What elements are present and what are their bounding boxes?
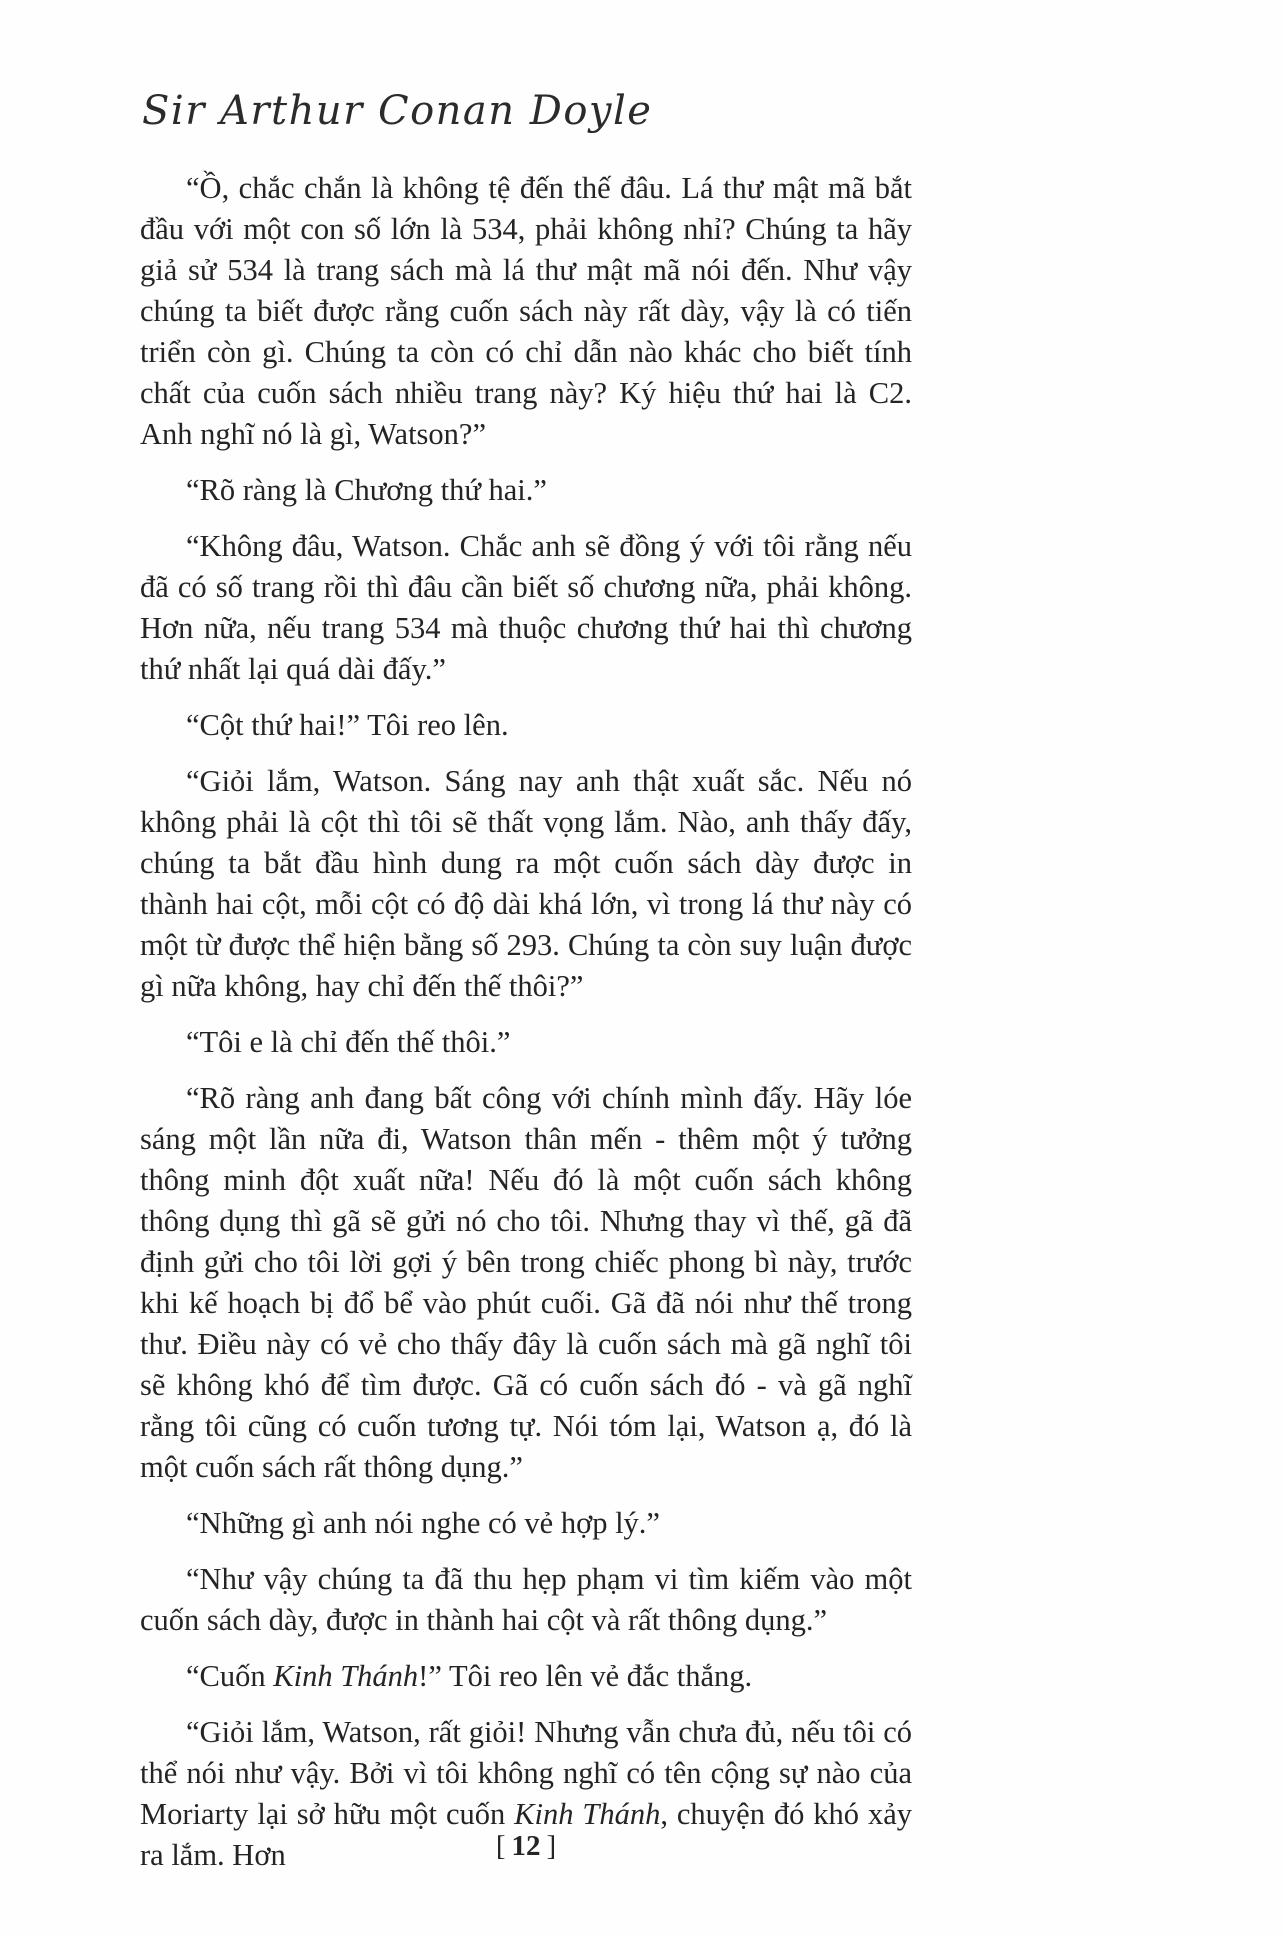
page-number-value: 12: [511, 1830, 541, 1862]
paragraph: [140, 168, 912, 455]
page-number: [140, 1830, 912, 1863]
paragraph-text: “Tôi e là chỉ đến thế thôi.”: [186, 1025, 511, 1059]
paragraph-text: “Như vậy chúng ta đã thu hẹp phạm vi tìm kiếm vào một cuốn sách dày, được in thành hai cột và rất thông dụng.”: [140, 1562, 912, 1637]
paragraph-text: “Giỏi lắm, Watson. Sáng nay anh thật xuất sắc. Nếu nó không phải là cột thì tôi sẽ thất vọng lắm. Nào, anh thấy đấy, chúng ta bắt đầu hình dung ra một cuốn sách dày được in thành hai cột, mỗi cột có độ dài khá lớn, vì trong lá thư này có một từ được thể hiện bằng số 293. Chúng ta còn suy luận được gì nữa không, hay chỉ đến thế thôi?”: [140, 764, 912, 1003]
body-text: [140, 168, 912, 1876]
paragraph: [140, 690, 912, 746]
paragraph: [140, 746, 912, 1007]
paragraph: [140, 1007, 912, 1063]
paragraph: [140, 1641, 912, 1697]
page-number-open-bracket: [: [495, 1830, 506, 1862]
page-number-close-bracket: ]: [546, 1830, 557, 1862]
paragraph: [140, 455, 912, 511]
paragraph-text: , chuyện đó khó xảy ra lắm. Hơn: [140, 1797, 912, 1872]
book-title-italic: Kinh Thánh: [514, 1797, 661, 1831]
paragraph-text: “Ồ, chắc chắn là không tệ đến thế đâu. Lá thư mật mã bắt đầu với một con số lớn là 534, phải không nhỉ? Chúng ta hãy giả sử 534 là trang sách mà lá thư mật mã nói đến. Như vậy chúng ta biết được rằng cuốn sách này rất dày, vậy là có tiến triển còn gì. Chúng ta còn có chỉ dẫn nào khác cho biết tính chất của cuốn sách nhiều trang này? Ký hiệu thứ hai là C2. Anh nghĩ nó là gì, Watson?”: [140, 171, 912, 451]
paragraph-text: “Giỏi lắm, Watson, rất giỏi! Nhưng vẫn chưa đủ, nếu tôi có thể nói như vậy. Bởi vì tôi không nghĩ có tên cộng sự nào của Moriarty lại sở hữu một cuốn: [140, 1715, 912, 1831]
paragraph-text: “Cột thứ hai!” Tôi reo lên.: [186, 708, 509, 742]
paragraph: [140, 1063, 912, 1488]
paragraph: [140, 511, 912, 690]
paragraph-text: “Không đâu, Watson. Chắc anh sẽ đồng ý với tôi rằng nếu đã có số trang rồi thì đâu cần biết số chương nữa, phải không. Hơn nữa, nếu trang 534 mà thuộc chương thứ hai thì chương thứ nhất lại quá dài đấy.”: [140, 529, 912, 686]
paragraph-text: !” Tôi reo lên vẻ đắc thắng.: [418, 1659, 753, 1693]
paragraph: [140, 1488, 912, 1544]
book-title-italic: Kinh Thánh: [273, 1659, 419, 1693]
paragraph: [140, 1544, 912, 1641]
paragraph-text: “Rõ ràng là Chương thứ hai.”: [186, 473, 547, 507]
text-column: [140, 88, 912, 1876]
paragraph-text: “Những gì anh nói nghe có vẻ hợp lý.”: [186, 1506, 660, 1540]
paragraph-text: “Cuốn: [186, 1659, 274, 1693]
paragraph-text: “Rõ ràng anh đang bất công với chính mình đấy. Hãy lóe sáng một lần nữa đi, Watson thân mến - thêm một ý tưởng thông minh đột xuất nữa! Nếu đó là một cuốn sách không thông dụng thì gã sẽ gửi nó cho tôi. Nhưng thay vì thế, gã đã định gửi cho tôi lời gợi ý bên trong chiếc phong bì này, trước khi kế hoạch bị đổ bể vào phút cuối. Gã đã nói như thế trong thư. Điều này có vẻ cho thấy đây là cuốn sách mà gã nghĩ tôi sẽ không khó để tìm được. Gã có cuốn sách đó - và gã nghĩ rằng tôi cũng có cuốn tương tự. Nói tóm lại, Watson ạ, đó là một cuốn sách rất thông dụng.”: [140, 1081, 912, 1484]
author-header: Sir Arthur Conan Doyle: [142, 88, 653, 134]
